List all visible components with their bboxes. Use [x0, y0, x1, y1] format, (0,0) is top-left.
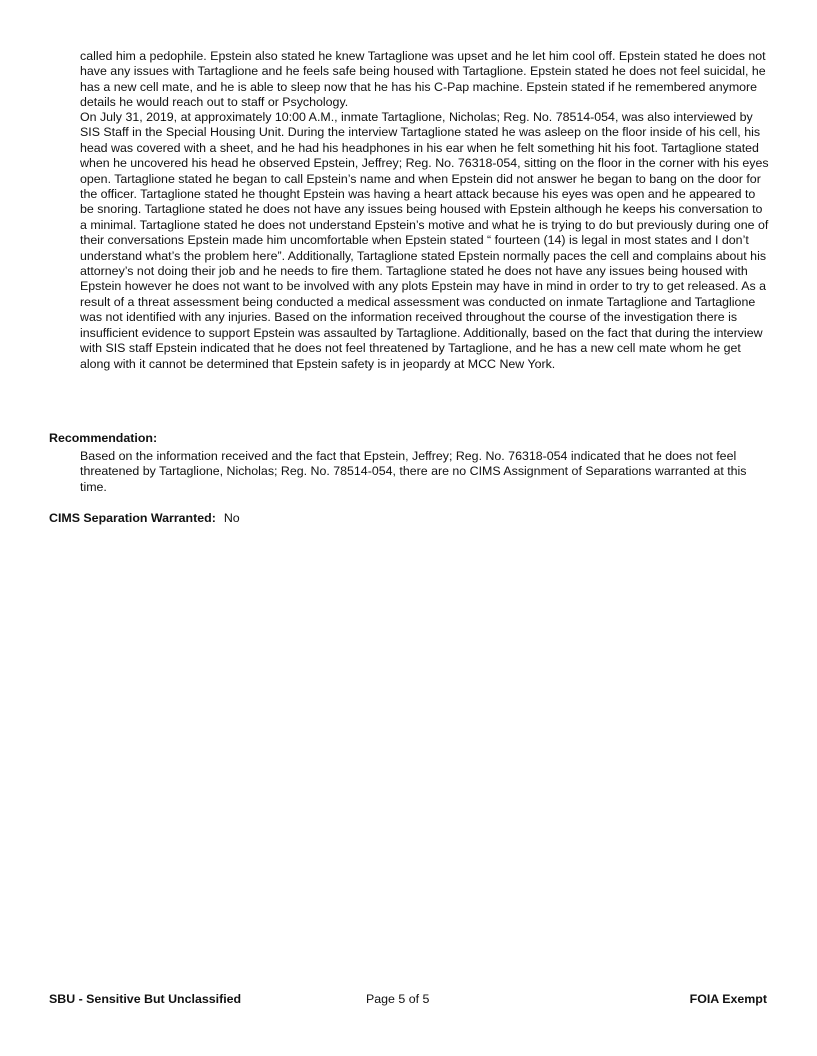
footer-foia-exempt: FOIA Exempt: [689, 992, 767, 1006]
body-paragraph-2: On July 31, 2019, at approximately 10:00 A.M., inmate Tartaglione, Nicholas; Reg. No. 78514-054, was also interviewed by SIS Staff in the Special Housing Unit. During the interview Tartaglione stated he was asleep on the floor inside of his cell, his head was covered with a sheet, and he had his headphones in his ear when he felt something hit his foot. Tartaglione stated when he uncovered his head he observed Epstein, Jeffrey; Reg. No. 76318-054, sitting on the floor in the corner with his eyes open. Tartaglione stated he began to call Epstein’s name and when Epstein did not answer he began to bang on the door for the officer. Tartaglione stated he thought Epstein was having a heart attack because his eyes was open and he appeared to be snoring. Tartaglione stated he does not have any issues being housed with Epstein although he keeps his conversation to a minimal. Tartaglione stated he does not understand Epstein’s motive and what he is trying to do but previously during one of their conversations Epstein made him uncomfortable when Epstein stated “ fourteen (14) is legal in most states and I don’t understand what’s the problem here”. Additionally, Tartaglione stated Epstein normally paces the cell and complains about his attorney’s not doing their job and he needs to fire them. Tartaglione stated he does not have any issues being housed with Epstein however he does not want to be involved with any plots Epstein may have in mind in order to try to get released. As a result of a threat assessment being conducted a medical assessment was conducted on inmate Tartaglione and Tartaglione was not identified with any injuries. Based on the information received throughout the course of the investigation there is insufficient evidence to support Epstein was assaulted by Tartaglione. Additionally, based on the fact that during the interview with SIS staff Epstein indicated that he does not feel threatened by Tartaglione, and he has a new cell mate whom he get along with it cannot be determined that Epstein safety is in jeopardy at MCC New York.: [80, 110, 769, 371]
cims-separation-value: No: [223, 511, 240, 525]
body-paragraph-1: called him a pedophile. Epstein also stated he knew Tartaglione was upset and he let him cool off. Epstein stated he does not have any issues with Tartaglione and he feels safe being housed with Tartaglione. Epstein stated he does not feel suicidal, he has a new cell mate, and he is able to sleep now that he has his C-Pap machine. Epstein stated if he remembered anymore details he would reach out to staff or Psychology.: [80, 49, 766, 110]
recommendation-text: Based on the information received and the fact that Epstein, Jeffrey; Reg. No. 76318-054 indicated that he does not feel threatened by Tartaglione, Nicholas; Reg. No. 78514-054, there are no CIMS Assignment of Separations warranted at this time.: [80, 449, 747, 494]
cims-separation-line: [49, 511, 240, 525]
footer-classification: SBU - Sensitive But Unclassified: [49, 992, 242, 1006]
recommendation-heading: Recommendation:: [49, 431, 158, 445]
cims-separation-label: CIMS Separation Warranted:: [49, 511, 216, 525]
footer-page-number: Page 5 of 5: [366, 992, 430, 1006]
